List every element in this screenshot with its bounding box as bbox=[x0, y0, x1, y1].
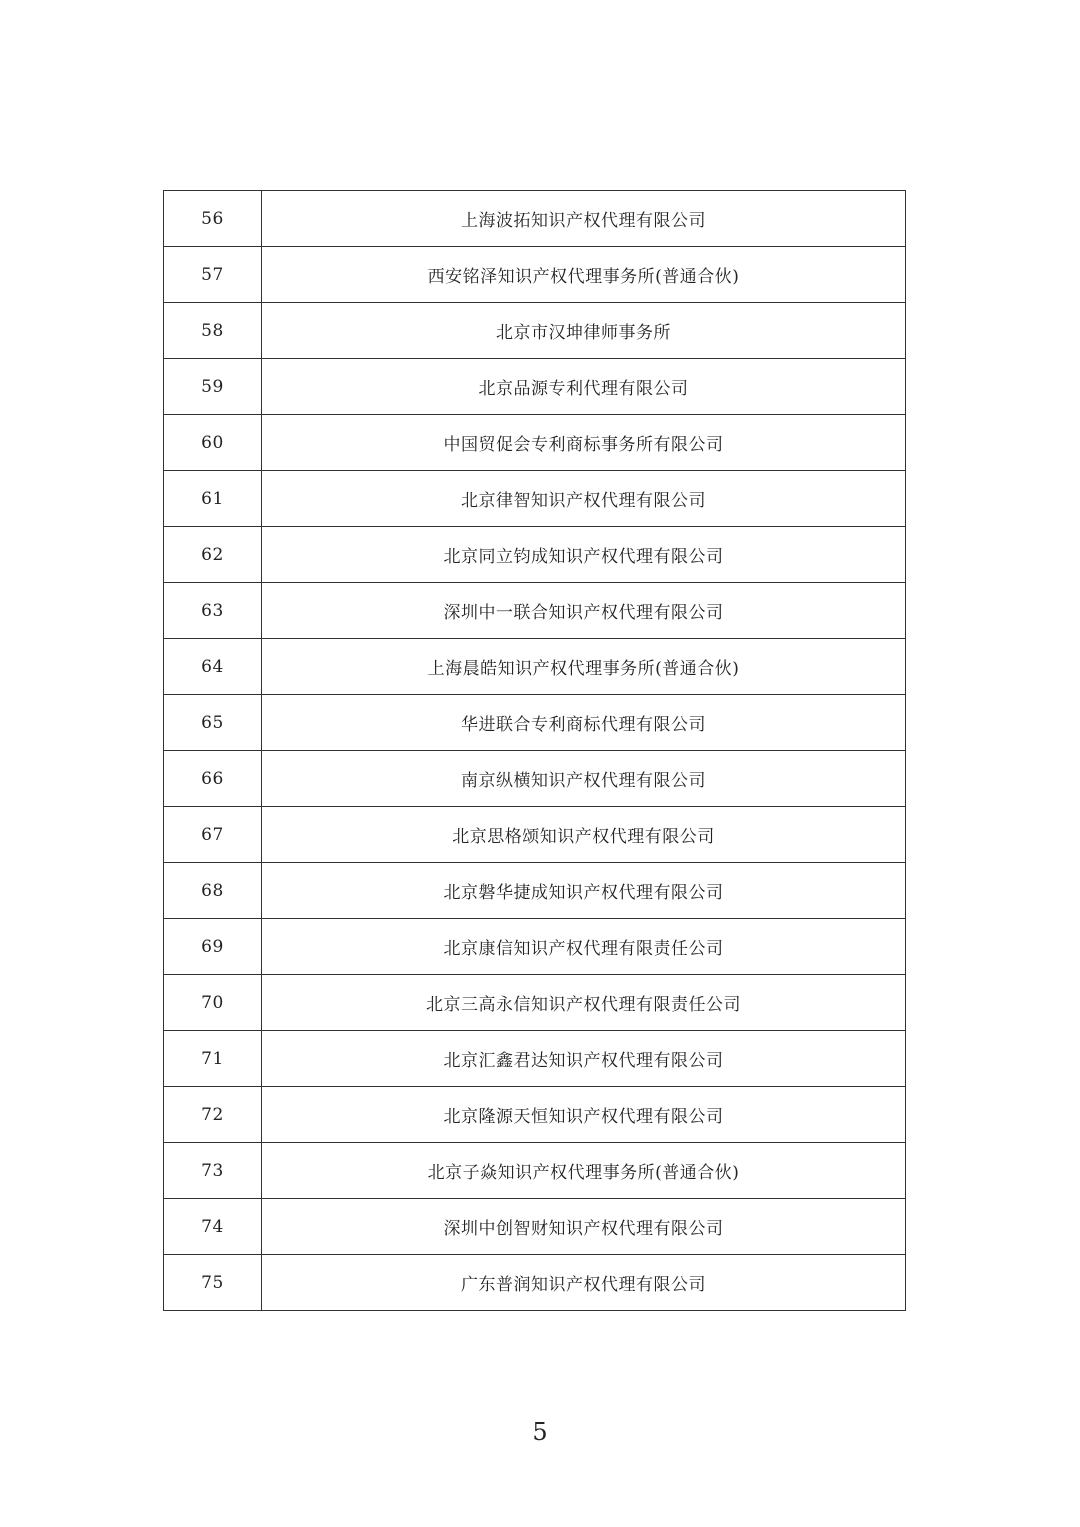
row-number: 61 bbox=[164, 471, 262, 527]
table-row bbox=[164, 863, 906, 919]
row-number: 64 bbox=[164, 639, 262, 695]
table-row bbox=[164, 1031, 906, 1087]
table-row bbox=[164, 471, 906, 527]
agency-name: 北京汇鑫君达知识产权代理有限公司 bbox=[262, 1031, 906, 1087]
row-number: 73 bbox=[164, 1143, 262, 1199]
row-number: 70 bbox=[164, 975, 262, 1031]
row-number: 68 bbox=[164, 863, 262, 919]
row-number: 71 bbox=[164, 1031, 262, 1087]
table-row bbox=[164, 527, 906, 583]
row-number: 69 bbox=[164, 919, 262, 975]
agency-name: 上海晨皓知识产权代理事务所(普通合伙) bbox=[262, 639, 906, 695]
agency-name: 北京隆源天恒知识产权代理有限公司 bbox=[262, 1087, 906, 1143]
agency-name: 中国贸促会专利商标事务所有限公司 bbox=[262, 415, 906, 471]
agency-name: 北京品源专利代理有限公司 bbox=[262, 359, 906, 415]
row-number: 67 bbox=[164, 807, 262, 863]
agency-name: 北京康信知识产权代理有限责任公司 bbox=[262, 919, 906, 975]
table-row bbox=[164, 303, 906, 359]
row-number: 72 bbox=[164, 1087, 262, 1143]
agency-name: 广东普润知识产权代理有限公司 bbox=[262, 1255, 906, 1311]
agency-name: 深圳中一联合知识产权代理有限公司 bbox=[262, 583, 906, 639]
table-row bbox=[164, 191, 906, 247]
table-row bbox=[164, 807, 906, 863]
table-row bbox=[164, 415, 906, 471]
table-row bbox=[164, 1143, 906, 1199]
row-number: 60 bbox=[164, 415, 262, 471]
table-row bbox=[164, 247, 906, 303]
table-row bbox=[164, 695, 906, 751]
agency-name: 北京律智知识产权代理有限公司 bbox=[262, 471, 906, 527]
table-row bbox=[164, 919, 906, 975]
agency-name: 北京同立钧成知识产权代理有限公司 bbox=[262, 527, 906, 583]
agency-name: 北京三高永信知识产权代理有限责任公司 bbox=[262, 975, 906, 1031]
table-row bbox=[164, 1199, 906, 1255]
agency-name: 上海波拓知识产权代理有限公司 bbox=[262, 191, 906, 247]
row-number: 62 bbox=[164, 527, 262, 583]
row-number: 58 bbox=[164, 303, 262, 359]
row-number: 66 bbox=[164, 751, 262, 807]
row-number: 63 bbox=[164, 583, 262, 639]
table-row bbox=[164, 1087, 906, 1143]
agency-name: 北京市汉坤律师事务所 bbox=[262, 303, 906, 359]
row-number: 59 bbox=[164, 359, 262, 415]
agency-name: 北京磐华捷成知识产权代理有限公司 bbox=[262, 863, 906, 919]
agency-name: 北京思格颂知识产权代理有限公司 bbox=[262, 807, 906, 863]
table-row bbox=[164, 583, 906, 639]
table-row bbox=[164, 1255, 906, 1311]
agency-name: 南京纵横知识产权代理有限公司 bbox=[262, 751, 906, 807]
row-number: 56 bbox=[164, 191, 262, 247]
row-number: 75 bbox=[164, 1255, 262, 1311]
table-row bbox=[164, 639, 906, 695]
row-number: 65 bbox=[164, 695, 262, 751]
table-row bbox=[164, 975, 906, 1031]
agency-table-body bbox=[164, 191, 906, 1311]
agency-name: 深圳中创智财知识产权代理有限公司 bbox=[262, 1199, 906, 1255]
agency-name: 华进联合专利商标代理有限公司 bbox=[262, 695, 906, 751]
agency-name: 北京子焱知识产权代理事务所(普通合伙) bbox=[262, 1143, 906, 1199]
page-number: 5 bbox=[532, 1418, 548, 1446]
row-number: 74 bbox=[164, 1199, 262, 1255]
agency-name: 西安铭泽知识产权代理事务所(普通合伙) bbox=[262, 247, 906, 303]
row-number: 57 bbox=[164, 247, 262, 303]
agency-table bbox=[163, 190, 906, 1311]
table-row bbox=[164, 751, 906, 807]
table-row bbox=[164, 359, 906, 415]
